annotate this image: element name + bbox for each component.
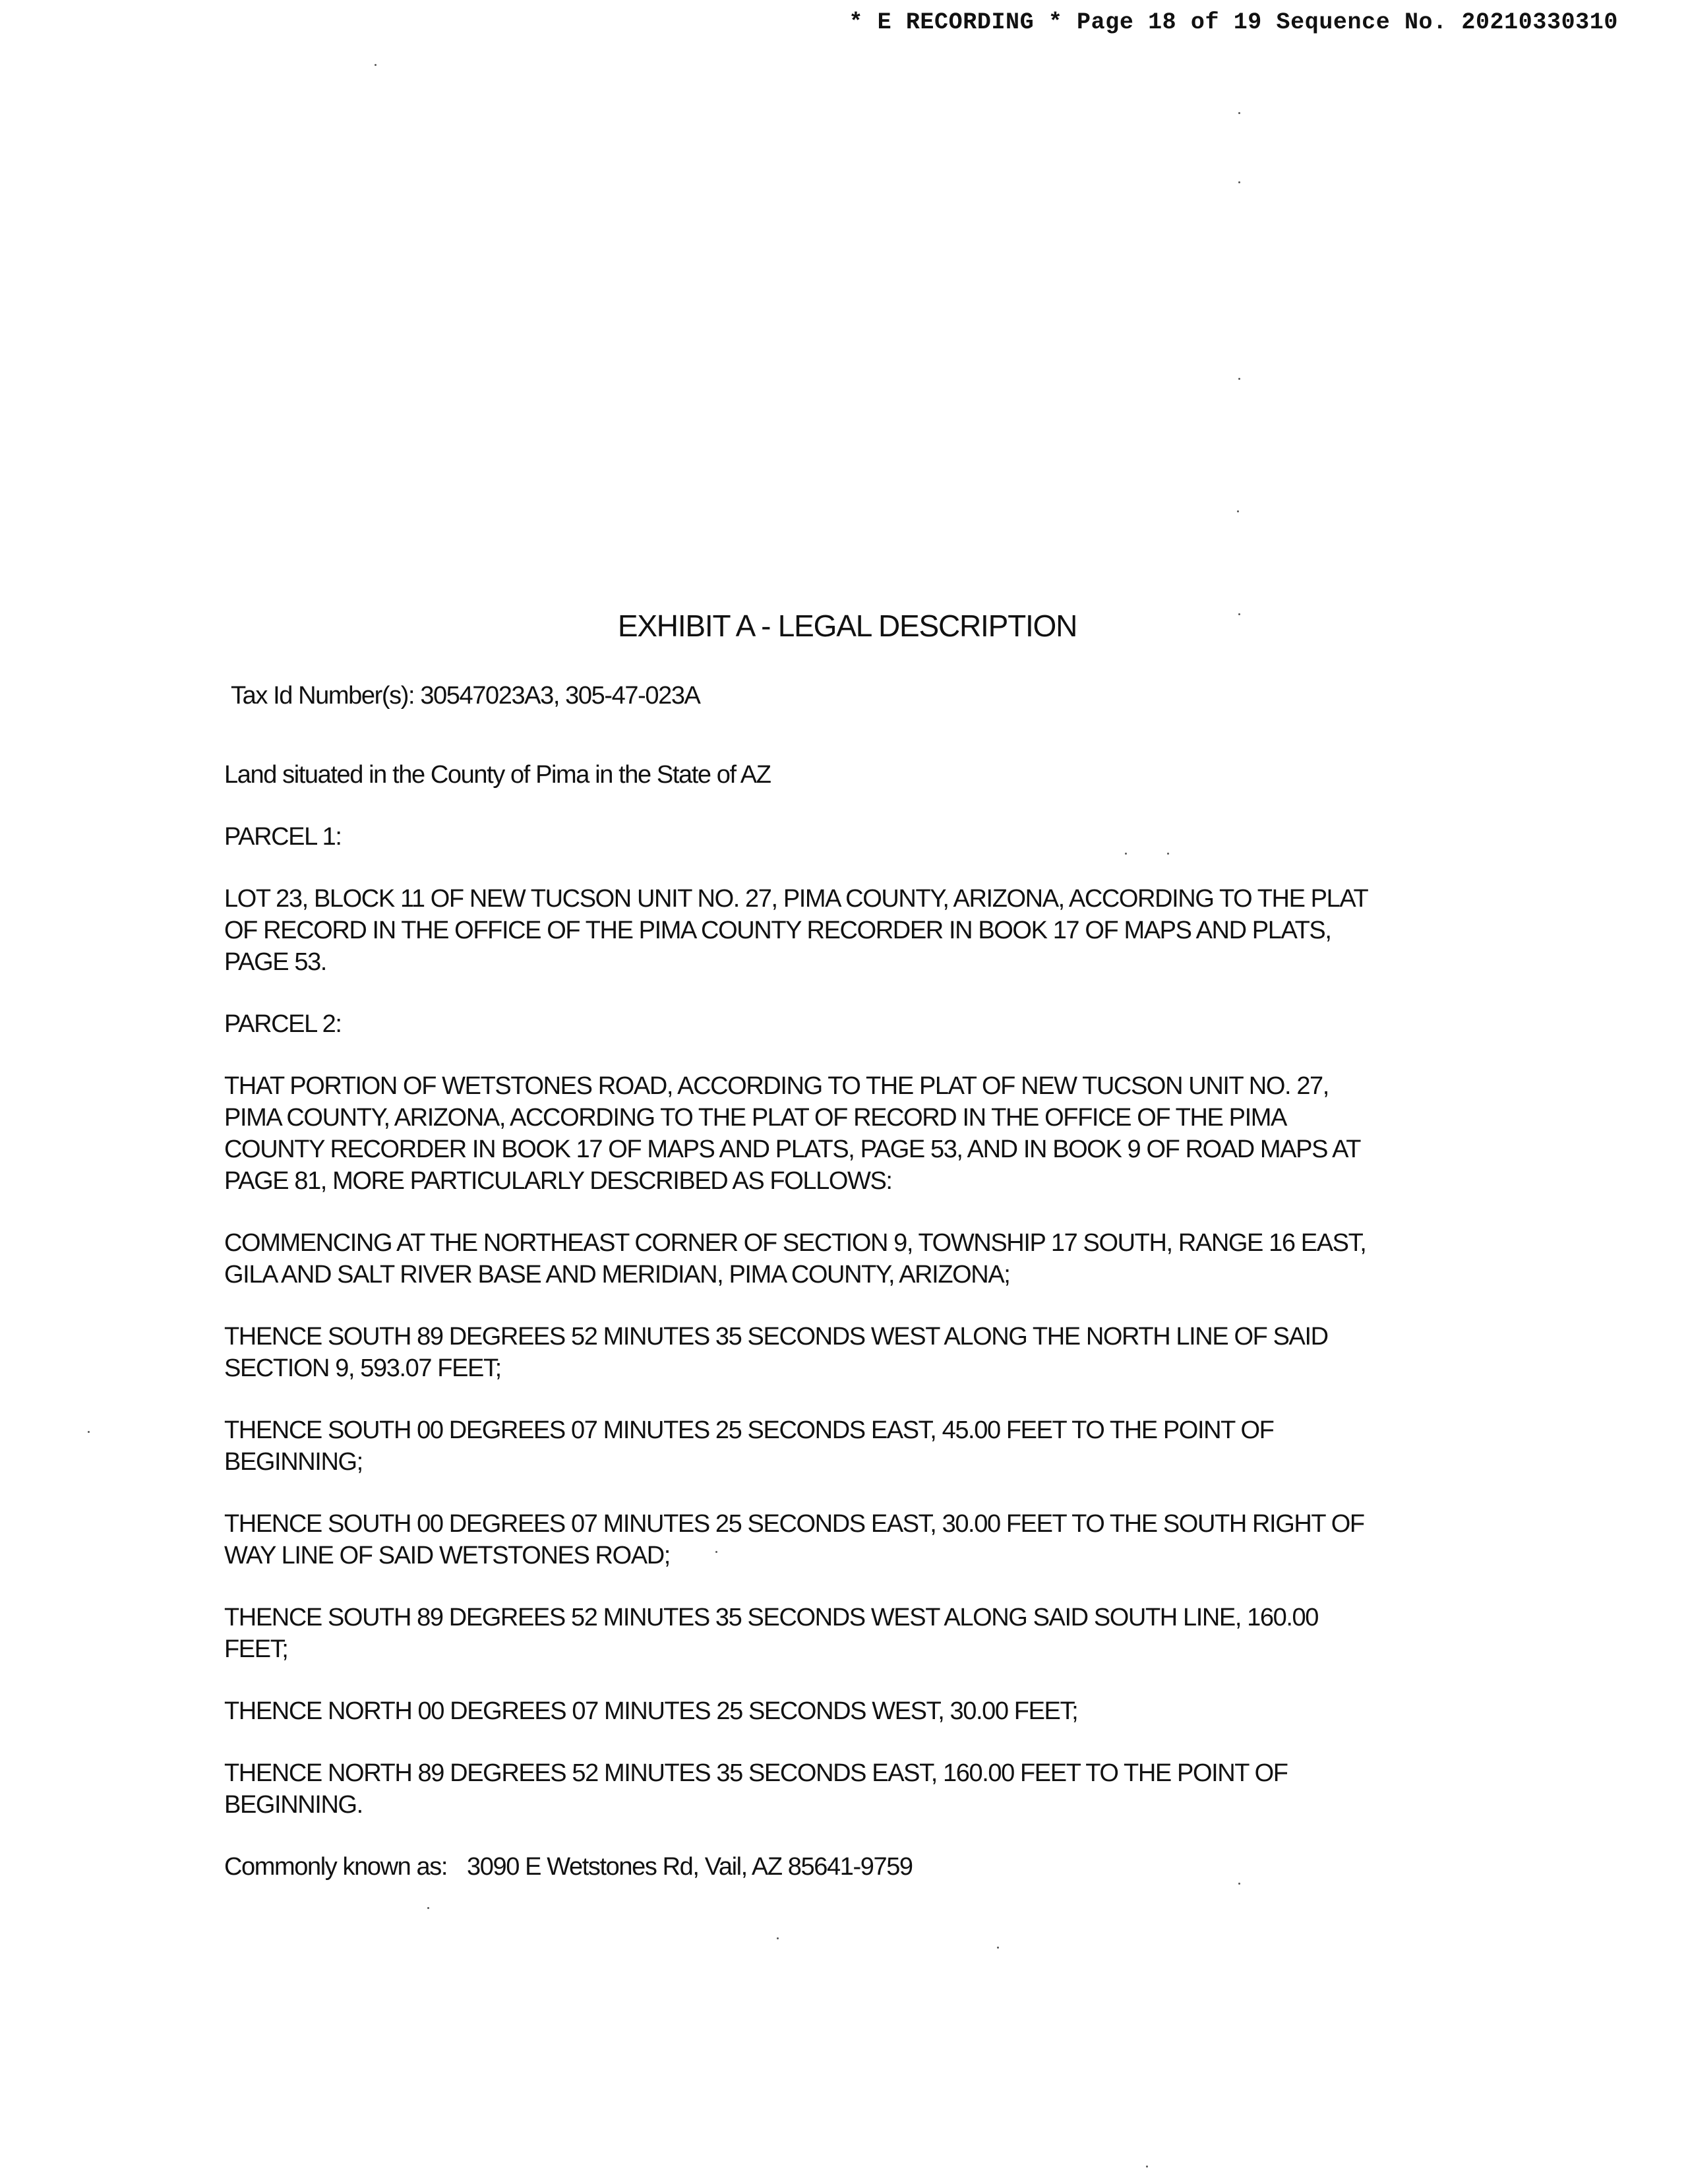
thence-clause-5: THENCE NORTH 00 DEGREES 07 MINUTES 25 SECONDS WEST, 30.00 FEET; bbox=[224, 1697, 1078, 1725]
recording-header: * E RECORDING * Page 18 of 19 Sequence No. 20210330310 bbox=[849, 9, 1618, 36]
scan-speck bbox=[427, 1907, 429, 1909]
thence-clause-1: THENCE SOUTH 89 DEGREES 52 MINUTES 35 SECONDS WEST ALONG THE NORTH LINE OF SAID SECTION 9, 593.07 FEET; bbox=[224, 1323, 1328, 1382]
tax-id-numbers: Tax Id Number(s): 30547023A3, 305-47-023A bbox=[231, 682, 700, 710]
parcel-1-description: LOT 23, BLOCK 11 OF NEW TUCSON UNIT NO. 27, PIMA COUNTY, ARIZONA, ACCORDING TO THE PLAT OF RECORD IN THE OFFICE OF THE PIMA COUNTY RECORDER IN BOOK 17 OF MAPS AND PLATS, PAGE 53. bbox=[224, 885, 1368, 976]
scan-speck bbox=[1238, 1883, 1240, 1885]
parcel-1-heading: PARCEL 1: bbox=[224, 823, 342, 851]
land-situated-line: Land situated in the County of Pima in the State of AZ bbox=[224, 761, 771, 789]
thence-clause-4: THENCE SOUTH 89 DEGREES 52 MINUTES 35 SECONDS WEST ALONG SAID SOUTH LINE, 160.00 FEET; bbox=[224, 1604, 1319, 1663]
scan-speck bbox=[1237, 510, 1239, 512]
scan-speck bbox=[88, 1431, 90, 1433]
thence-clause-2: THENCE SOUTH 00 DEGREES 07 MINUTES 25 SECONDS EAST, 45.00 FEET TO THE POINT OF BEGINNING; bbox=[224, 1416, 1274, 1476]
scan-speck bbox=[1238, 181, 1240, 183]
scan-speck bbox=[777, 1937, 779, 1939]
parcel-2-heading: PARCEL 2: bbox=[224, 1010, 342, 1038]
scan-speck bbox=[1167, 853, 1169, 855]
parcel-2-description: THAT PORTION OF WETSTONES ROAD, ACCORDING TO THE PLAT OF NEW TUCSON UNIT NO. 27, PIMA COUNTY, ARIZONA, ACCORDING TO THE PLAT OF RECORD IN THE OFFICE OF THE PIMA COUNTY RECORDER IN BOOK 17 OF MAPS AND PLATS, PAGE 53, AND IN BOOK 9 OF ROAD MAPS AT PAGE 81, MORE PARTICULARLY DESCRIBED AS FOLLOWS: bbox=[224, 1072, 1360, 1195]
scan-speck bbox=[375, 64, 377, 66]
scan-speck bbox=[1146, 2166, 1148, 2168]
scan-speck bbox=[715, 1551, 717, 1553]
scan-speck bbox=[1238, 112, 1240, 114]
scan-speck bbox=[997, 1947, 999, 1949]
thence-clause-3: THENCE SOUTH 00 DEGREES 07 MINUTES 25 SECONDS EAST, 30.00 FEET TO THE SOUTH RIGHT OF WAY LINE OF SAID WETSTONES ROAD; bbox=[224, 1510, 1364, 1569]
exhibit-title: EXHIBIT A - LEGAL DESCRIPTION bbox=[617, 609, 1077, 643]
legal-description-document bbox=[224, 610, 1378, 1913]
commencing-clause: COMMENCING AT THE NORTHEAST CORNER OF SECTION 9, TOWNSHIP 17 SOUTH, RANGE 16 EAST, GILA AND SALT RIVER BASE AND MERIDIAN, PIMA COUNTY, ARIZONA; bbox=[224, 1229, 1366, 1289]
scan-speck bbox=[1238, 378, 1240, 380]
property-address: 3090 E Wetstones Rd, Vail, AZ 85641-9759 bbox=[467, 1853, 913, 1881]
commonly-known-as bbox=[224, 1851, 1378, 1883]
thence-clause-6: THENCE NORTH 89 DEGREES 52 MINUTES 35 SECONDS EAST, 160.00 FEET TO THE POINT OF BEGINNING. bbox=[224, 1759, 1288, 1819]
commonly-known-label: Commonly known as: bbox=[224, 1853, 448, 1881]
scan-speck bbox=[1125, 853, 1127, 855]
scan-speck bbox=[1238, 613, 1240, 615]
